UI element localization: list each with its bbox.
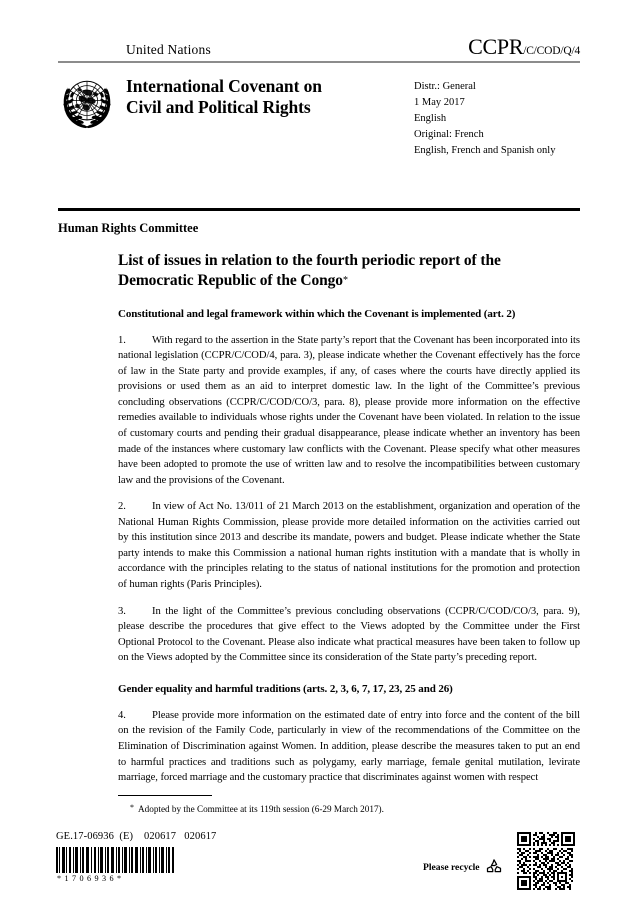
paragraph-number: 2.: [118, 501, 126, 513]
page-title-line-2: Democratic Republic of the Congo: [118, 271, 343, 289]
paragraph-text: Please provide more information on the estimated date of entry into force and the content of the bill on the revision of the Family Code, particularly in view of the recommendations of the Committee on the Elimination of Discrimination against Women. In addition, please describe the measures taken to put an end to harmful practices and traditions such as polygamy, early marriage, female genital mutilation, levirate marriage, forced marriage and the customary practice that discriminates against women with respect: [118, 709, 580, 784]
distribution-language: English: [414, 112, 447, 124]
paragraph-number: 1.: [118, 334, 126, 346]
committee-name: Human Rights Committee: [58, 221, 199, 235]
title-footnote-mark: *: [342, 274, 348, 286]
recycle-icon: [484, 857, 504, 877]
qr-code-icon: [517, 832, 575, 890]
distribution-distr: Distr.: General: [414, 81, 476, 92]
footnote-text: Adopted by the Committee at its 119th session (6-29 March 2017).: [138, 804, 384, 814]
paragraph-text: In view of Act No. 13/011 of 21 March 2013 on the establishment, organization and operation of the National Human Rights Commission, please provide more detailed information on the activities carried out by this institution since 2013 and describe its mandate, powers and budget. Please indicate whether the State party intends to make this Commission a national human rights institution with a mandate that is wholly in accordance with the principles relating to the status of national institutions for the promotion and protection of human rights (Paris Principles).: [118, 501, 580, 591]
masthead-divider-thick: [58, 208, 580, 211]
paragraph-text: In the light of the Committee’s previous concluding observations (CCPR/C/COD/CO/3, para. 9), please describe the procedures that give effect to the Views adopted by the Committee under the First Optional Protocol to the Covenant. Please also indicate what practical measures have been taken to follow up on the Views adopted by the Committee since its consideration of the State party’s preceding report.: [118, 605, 580, 664]
paragraph-text: With regard to the assertion in the State party’s report that the Covenant has been incorporated into its national legislation (CCPR/C/COD/4, para. 3), please indicate whether the Covenant effectively has the force of law in the State party and provide examples, if any, of cases where the courts have directly applied its provisions or used them as an aid to interpret domestic law. In the light of the Committee’s previous concluding observations (CCPR/C/COD/CO/3, para. 8), please provide more information on the effective remedies available to individuals whose rights under the Covenant have been violated. In relation to the issue of customary courts and pending their gradual disappearance, please indicate whether an inventory has been made of the instances where customary law conflicts with the Covenant. Please specify what other measures have been adopted to promote the use of written law and to resolve the incompatibilities between customary law and the provisions of the Covenant.: [118, 334, 580, 486]
barcode-icon: [56, 847, 174, 873]
paragraph: [118, 499, 580, 592]
distribution-original: Original: French: [414, 128, 484, 140]
barcode-digits: *1706936*: [57, 874, 125, 883]
section-heading: Gender equality and harmful traditions (arts. 2, 3, 6, 7, 17, 23, 25 and 26): [118, 682, 453, 695]
document-symbol-main: CCPR: [468, 34, 524, 59]
qr-code: [517, 832, 575, 895]
footnote-area: [118, 795, 580, 816]
distribution-block: [414, 72, 580, 159]
page-title: [118, 251, 580, 291]
paragraph: [118, 708, 580, 786]
document-symbol-suffix: /C/COD/Q/4: [523, 45, 580, 57]
barcode: [56, 847, 174, 883]
footnote: [118, 802, 580, 816]
emblem-cell: [58, 72, 126, 159]
covenant-title: [126, 72, 414, 159]
paragraph: [118, 604, 580, 666]
paragraph-number: 4.: [118, 709, 126, 721]
masthead-divider-thin: [58, 61, 580, 63]
document-symbol: [468, 36, 580, 58]
masthead-top-row: [58, 36, 580, 58]
masthead: [58, 36, 580, 159]
recycle-label: Please recycle: [423, 861, 480, 873]
document-body: [118, 251, 580, 786]
recycle-notice: [423, 857, 504, 877]
job-number: GE.17-06936 (E) 020617 020617: [56, 831, 217, 842]
distribution-availability: English, French and Spanish only: [414, 144, 556, 156]
covenant-title-line-2: Civil and Political Rights: [126, 97, 311, 118]
masthead-body-row: [58, 72, 580, 159]
organization-name: United Nations: [126, 42, 211, 58]
un-emblem-icon: [58, 74, 116, 132]
section-heading: Constitutional and legal framework within which the Covenant is implemented (art. 2): [118, 307, 516, 320]
distribution-date: 1 May 2017: [414, 96, 465, 108]
footnote-separator: [118, 795, 212, 796]
covenant-title-line-1: International Covenant on: [126, 76, 322, 96]
paragraph-number: 3.: [118, 605, 126, 617]
page-title-line-1: List of issues in relation to the fourth periodic report of the: [118, 252, 501, 269]
footnote-mark: *: [130, 803, 134, 812]
paragraph: [118, 333, 580, 489]
